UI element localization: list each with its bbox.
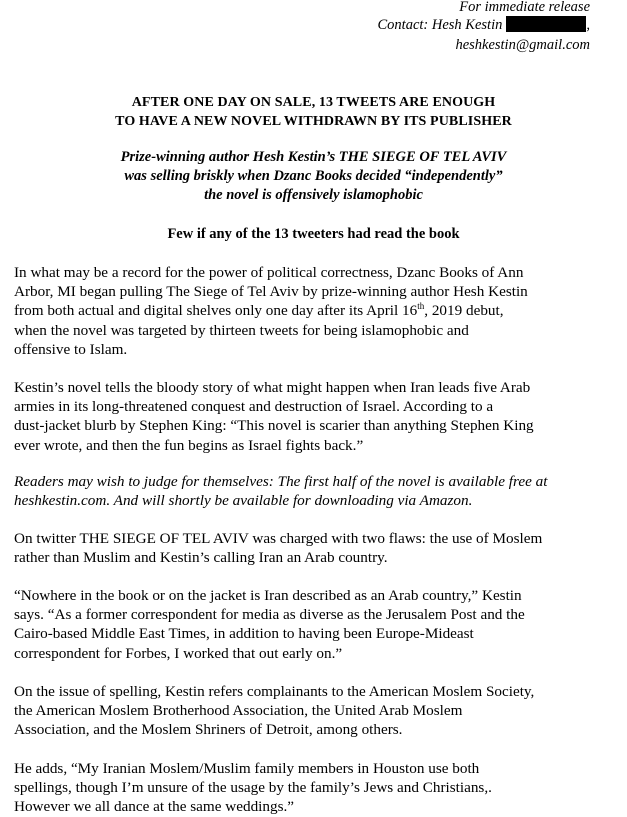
paragraph-5: [14, 586, 614, 663]
headline-line: AFTER ONE DAY ON SALE, 13 TWEETS ARE ENOUGH: [131, 95, 496, 110]
paragraph-line: He adds, “My Iranian Moslem/Muslim family members in Houston use both: [14, 760, 480, 777]
contact-comma: ,: [586, 17, 590, 33]
paragraph-line: Cairo-based Middle East Times, in addition to having been Europe-Mideast: [14, 625, 474, 643]
paragraph-line: rather than Muslim and Kestin’s calling Iran an Arab country.: [14, 549, 388, 567]
paragraph-line: armies in its long-threatened conquest and destruction of Israel. According to a: [14, 398, 494, 416]
contact-line: [378, 15, 590, 35]
paragraph-line: ever wrote, and then the fun begins as Israel fights back.”: [14, 436, 364, 454]
contact-email: heshkestin@gmail.com: [455, 37, 590, 53]
contact-name: Contact: Hesh Kestin: [377, 17, 503, 33]
paragraph-6: [14, 682, 614, 740]
paragraph-7: [14, 759, 614, 817]
subheadline-line: was selling briskly when Dzanc Books decided “independently”: [124, 168, 503, 184]
paragraph-2: [14, 378, 614, 455]
paragraph-3: [14, 472, 614, 510]
paragraph-line: spellings, though I’m unsure of the usage by the family’s Jews and Christians,.: [14, 779, 492, 797]
paragraph-line: “Nowhere in the book or on the jacket is Iran described as an Arab country,” Kestin: [14, 587, 522, 604]
superscript: th: [417, 301, 425, 312]
redaction-bar: [506, 16, 586, 32]
paragraph-line: On twitter THE SIEGE OF TEL AVIV was charged with two flaws: the use of Moslem: [14, 530, 543, 547]
paragraph-line: Association, and the Moslem Shriners of Detroit, among others.: [14, 721, 403, 739]
paragraph-1: [14, 263, 614, 359]
headline: [0, 93, 627, 131]
paragraph-line: Arbor, MI began pulling The Siege of Tel Aviv by prize-winning author Hesh Kestin: [14, 283, 528, 301]
paragraph-line: [14, 301, 614, 320]
paragraph-line: says. “As a former correspondent for media as diverse as the Jerusalem Post and the: [14, 606, 525, 624]
subheadline-line: Prize-winning author Hesh Kestin’s THE SIEGE OF TEL AVIV: [120, 149, 507, 165]
paragraph-line: In what may be a record for the power of political correctness, Dzanc Books of Ann: [14, 264, 524, 281]
paragraph-line: Kestin’s novel tells the bloody story of what might happen when Iran leads five Arab: [14, 379, 531, 396]
paragraph-line: dust-jacket blurb by Stephen King: “This novel is scarier than anything Stephen King: [14, 417, 534, 435]
paragraph-line: On the issue of spelling, Kestin refers complainants to the American Moslem Society,: [14, 683, 535, 700]
subheadline-line: the novel is offensively islamophobic: [204, 187, 423, 203]
paragraph-4: [14, 529, 614, 567]
paragraph-line: when the novel was targeted by thirteen tweets for being islamophobic and: [14, 321, 469, 339]
release-line: For immediate release: [459, 0, 590, 15]
paragraph-line: Readers may wish to judge for themselves: The first half of the novel is available free at: [14, 473, 548, 490]
paragraph-line: heshkestin.com. And will shortly be available for downloading via Amazon.: [14, 492, 473, 510]
paragraph-line: offensive to Islam.: [14, 340, 128, 358]
paragraph-line: the American Moslem Brotherhood Association, the United Arab Moslem: [14, 702, 463, 720]
paragraph-line: However we all dance at the same weddings.”: [14, 798, 295, 816]
secondary-subheadline: Few if any of the 13 tweeters had read the book: [167, 226, 460, 242]
line-text: from both actual and digital shelves only one day after its April 16: [14, 302, 418, 320]
headline-line: TO HAVE A NEW NOVEL WITHDRAWN BY ITS PUBLISHER: [115, 114, 512, 129]
paragraph-line: correspondent for Forbes, I worked that out early on.”: [14, 644, 343, 662]
line-text: , 2019 debut,: [424, 302, 504, 320]
subheadline: [0, 148, 627, 205]
